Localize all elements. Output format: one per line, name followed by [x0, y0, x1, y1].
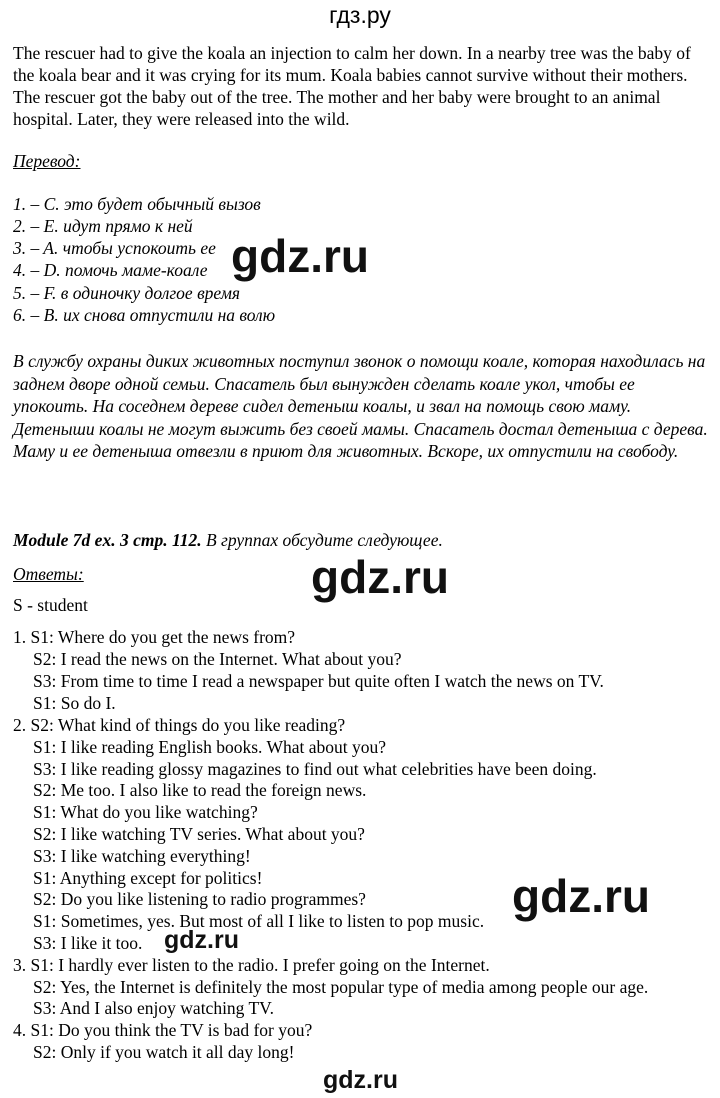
translation-item: 4. – D. помочь маме-коале [13, 260, 208, 280]
russian-text: В службу охраны диких животных поступил звонок о помощи коале, которая находилась на заднем дворе одной семьи. Спасатель был вынужден сделать коале укол, чтобы ее упокоить. На соседнем дереве сидел детеныш коалы, и звал на помощь свою маму. Детеныши коалы не могут выжить без своей мамы. Спасатель достал детеныша с дерева. Маму и ее детеныша отвезли в приют для животных. Вскоре, их отпустили на свободу. [13, 351, 708, 461]
dialogue-line: S1: What do you like watching? [33, 802, 258, 822]
dialogue-line: S2: Only if you watch it all day long! [33, 1042, 295, 1062]
watermark: gdz.ru [231, 230, 369, 282]
watermark: gdz.ru [164, 926, 239, 954]
dialogue-line: S3: From time to time I read a newspaper but quite often I watch the news on TV. [33, 671, 604, 691]
site-header: гдз.ру [329, 2, 391, 28]
dialogue-line: S3: I like it too. [33, 933, 143, 953]
dialogue-line: S3: And I also enjoy watching TV. [33, 998, 274, 1018]
translation-item: 5. – F. в одиночку долгое время [13, 283, 241, 303]
task-description: В группах обсудите следующее. [201, 530, 443, 550]
watermark: gdz.ru [311, 551, 449, 603]
dialogue-line: S1: Anything except for politics! [33, 868, 263, 888]
watermark: gdz.ru [323, 1066, 398, 1094]
task-line [13, 529, 443, 551]
translation-item: 3. – A. чтобы успокоить ее [13, 238, 216, 258]
english-text: The rescuer had to give the koala an injection to calm her down. In a nearby tree was the baby of the koala bear and it was crying for its mum. Koala babies cannot survive without their mothers. The rescuer got the baby out of the tree. The mother and her baby were brought to an animal hospital. Later, they were released into the wild. [13, 43, 691, 129]
translation-item: 6. – B. их снова отпустили на волю [13, 305, 276, 325]
dialogue-line: S2: Yes, the Internet is definitely the most popular type of media among people our age. [33, 977, 649, 997]
dialogue-line: S2: Do you like listening to radio programmes? [33, 889, 366, 909]
dialogue-line: 4. S1: Do you think the TV is bad for you? [13, 1020, 313, 1040]
translation-heading: Перевод: [13, 151, 81, 171]
dialogue-line: S2: I like watching TV series. What about you? [33, 824, 365, 844]
answers-heading: Ответы: [13, 564, 84, 584]
dialogue-line: S3: I like reading glossy magazines to find out what celebrities have been doing. [33, 759, 597, 779]
dialogue-line: S2: Me too. I also like to read the foreign news. [33, 780, 367, 800]
dialogue-line: S1: Sometimes, yes. But most of all I like to listen to pop music. [33, 911, 485, 931]
dialogue-line: 2. S2: What kind of things do you like reading? [13, 715, 346, 735]
legend: S - student [13, 595, 88, 615]
translation-item: 1. – С. это будет обычный вызов [13, 194, 261, 214]
task-label: Module 7d ex. 3 стр. 112. [13, 530, 202, 550]
dialogue-line: 1. S1: Where do you get the news from? [13, 627, 296, 647]
dialogue-line: S2: I read the news on the Internet. What about you? [33, 649, 402, 669]
translation-item: 2. – E. идут прямо к ней [13, 216, 193, 236]
dialogue-line: S3: I like watching everything! [33, 846, 251, 866]
dialogue-line: S1: So do I. [33, 693, 116, 713]
dialogue-line: 3. S1: I hardly ever listen to the radio. I prefer going on the Internet. [13, 955, 490, 975]
watermark: gdz.ru [512, 870, 650, 922]
dialogue-line: S1: I like reading English books. What about you? [33, 737, 387, 757]
